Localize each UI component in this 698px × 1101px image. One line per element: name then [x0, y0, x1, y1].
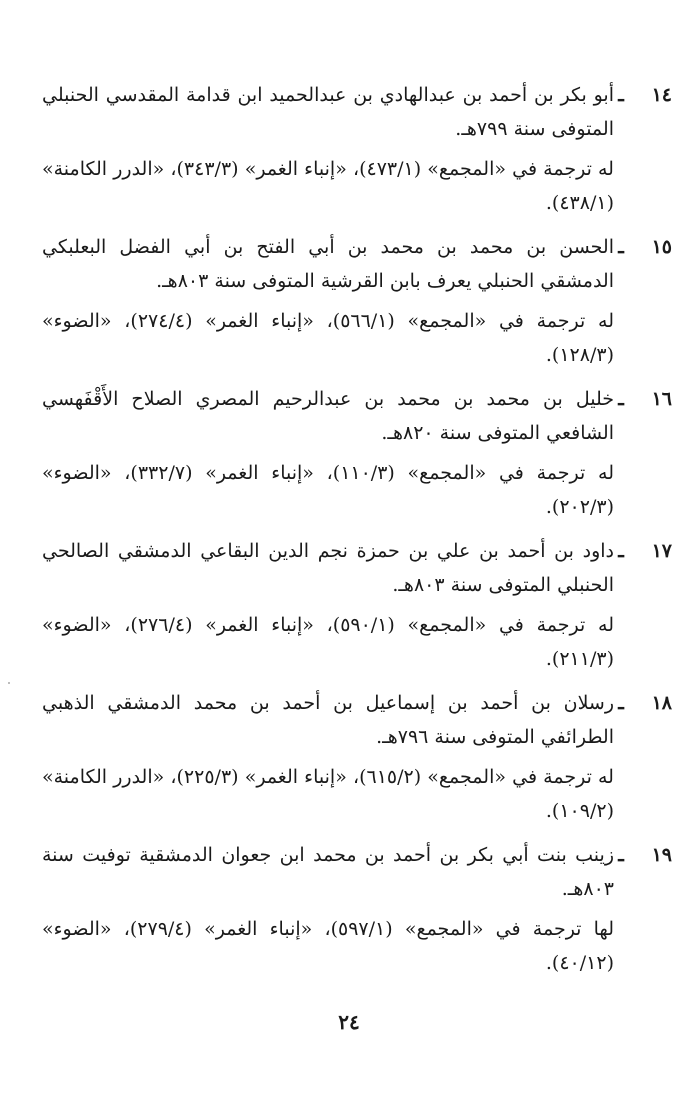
entry-references: له ترجمة في «المجمع» (٦١٥/٢)، «إنباء الغمر» (٢٢٥/٣)، «الدرر الكامنة» (١٠٩/٢). [42, 766, 614, 822]
entry-heading [42, 382, 672, 450]
biography-entry-15 [42, 230, 672, 372]
entry-heading [42, 230, 672, 298]
biography-entry-18 [42, 686, 672, 828]
entry-number: ١٥ [651, 236, 672, 258]
entry-references: له ترجمة في «المجمع» (٥٦٦/١)، «إنباء الغمر» (٢٧٤/٤)، «الضوء» (١٢٨/٣). [42, 310, 614, 366]
entry-dash: ـ [618, 388, 624, 410]
entry-heading [42, 838, 672, 906]
entry-dash: ـ [618, 540, 624, 562]
entry-number: ١٩ [651, 844, 672, 866]
entry-dash: ـ [618, 236, 624, 258]
entry-dash: ـ [618, 692, 624, 714]
biography-entry-16 [42, 382, 672, 524]
margin-speck [8, 682, 10, 684]
page-number: ٢٤ [338, 1010, 360, 1034]
entry-number: ١٦ [651, 388, 672, 410]
biography-entry-17 [42, 534, 672, 676]
entry-biography: رسلان بن أحمد بن إسماعيل بن أحمد بن محمد الدمشقي الذهبي الطرائفي المتوفى سنة ٧٩٦هـ. [42, 692, 614, 748]
biography-entry-19 [42, 838, 672, 980]
entry-biography: زينب بنت أبي بكر بن أحمد بن محمد ابن جعوان الدمشقية توفيت سنة ٨٠٣هـ. [42, 844, 614, 900]
entry-biography: الحسن بن محمد بن محمد بن أبي الفتح بن أبي الفضل البعلبكي الدمشقي الحنبلي يعرف بابن القرشية المتوفى سنة ٨٠٣هـ. [42, 236, 614, 292]
page-body [42, 78, 672, 990]
entry-references: له ترجمة في «المجمع» (٤٧٣/١)، «إنباء الغمر» (٣٤٣/٣)، «الدرر الكامنة» (٤٣٨/١). [42, 158, 614, 214]
entry-number: ١٨ [651, 692, 672, 714]
entry-biography: داود بن أحمد بن علي بن حمزة نجم الدين البقاعي الدمشقي الصالحي الحنبلي المتوفى سنة ٨٠٣هـ. [42, 540, 614, 596]
entry-number: ١٧ [651, 540, 672, 562]
entry-dash: ـ [618, 844, 624, 866]
entry-references: لها ترجمة في «المجمع» (٥٩٧/١)، «إنباء الغمر» (٢٧٩/٤)، «الضوء» (٤٠/١٢). [42, 918, 614, 974]
entry-biography: خليل بن محمد بن محمد بن عبدالرحيم المصري الصلاح الأَقْفَهسي الشافعي المتوفى سنة ٨٢٠هـ. [42, 388, 614, 444]
entry-references: له ترجمة في «المجمع» (١١٠/٣)، «إنباء الغمر» (٣٣٢/٧)، «الضوء» (٢٠٢/٣). [42, 462, 614, 518]
entry-references: له ترجمة في «المجمع» (٥٩٠/١)، «إنباء الغمر» (٢٧٦/٤)، «الضوء» (٢١١/٣). [42, 614, 614, 670]
entry-dash: ـ [618, 84, 624, 106]
entry-heading [42, 78, 672, 146]
entry-number: ١٤ [651, 84, 672, 106]
entry-heading [42, 686, 672, 754]
entry-biography: أبو بكر بن أحمد بن عبدالهادي بن عبدالحميد ابن قدامة المقدسي الحنبلي المتوفى سنة ٧٩٩هـ. [42, 84, 614, 140]
biography-entry-14 [42, 78, 672, 220]
entry-heading [42, 534, 672, 602]
